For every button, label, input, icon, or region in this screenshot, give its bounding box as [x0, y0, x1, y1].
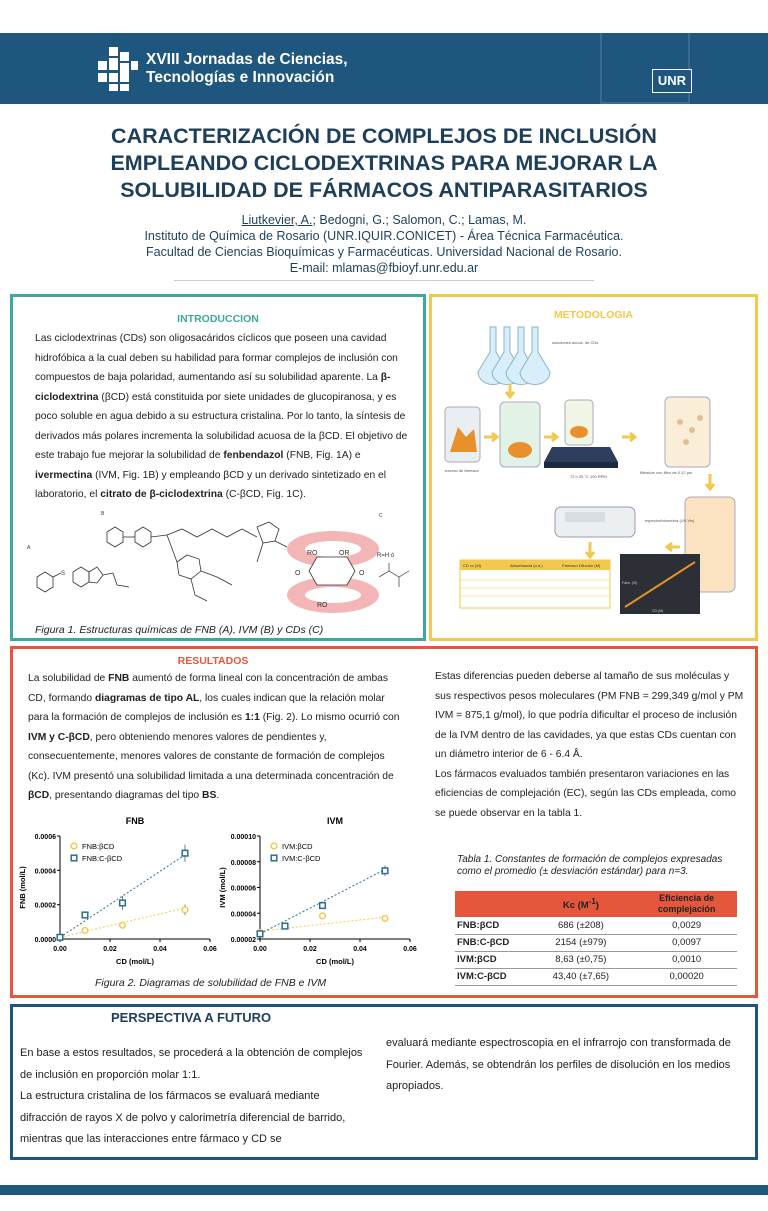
poster-title: CARACTERIZACIÓN DE COMPLEJOS DE INCLUSIÓN EMPLEANDO CICLODEXTRINAS PARA MEJORAR LA SOLUBILIDAD DE FÁRMACOS ANTIPARASITARIOS: [110, 124, 658, 202]
x-tick-label: 0.04: [153, 946, 167, 953]
ivm-solubility-chart: [215, 814, 425, 974]
svg-text:Fárm. (M): Fárm. (M): [622, 581, 638, 585]
svg-text:C: C: [379, 513, 383, 519]
data-point: [82, 928, 88, 934]
legend-label: IVM:C-βCD: [282, 854, 321, 863]
y-tick-label: 0.0004: [34, 868, 56, 876]
y-axis-label: FNB (mol/L): [18, 866, 27, 909]
y-tick-label: 0.00010: [230, 834, 256, 841]
table-1-caption: Tabla 1. Constantes de formación de complejos expresadas como el promedio (± desviación estándar) para n=3.: [457, 854, 723, 877]
perspectiva-heading: PERSPECTIVA A FUTURO: [111, 1010, 272, 1025]
svg-text:exceso de fármaco: exceso de fármaco: [445, 468, 479, 473]
data-point: [182, 907, 188, 913]
drug-jar-icon: [445, 407, 480, 462]
svg-text:B: B: [101, 511, 105, 517]
table-row: IVM:C-βCD 43,40 (±7,65) 0,00020: [455, 968, 737, 985]
y-tick-label: 0.00002: [230, 937, 256, 944]
data-point: [82, 912, 88, 918]
svg-text:soluciones acuos. de CDs: soluciones acuos. de CDs: [552, 340, 599, 345]
y-axis-label: IVM (mol/L): [218, 867, 227, 908]
svg-text:S: S: [61, 571, 66, 577]
data-point: [382, 868, 388, 874]
metodologia-heading: METODOLOGIA: [553, 309, 634, 321]
svg-text:Absorbancia (u.a.): Absorbancia (u.a.): [510, 563, 543, 568]
svg-text:72 h 25 °C 100 RPM: 72 h 25 °C 100 RPM: [570, 474, 607, 479]
introduccion-section: [10, 294, 426, 641]
svg-text:espectrofotometría (UV-Vis): espectrofotometría (UV-Vis): [645, 518, 695, 523]
event-logo-icon: [98, 47, 138, 91]
x-tick-label: 0.04: [353, 946, 367, 953]
y-tick-label: 0.00006: [230, 885, 256, 893]
svg-text:Fármaco Dilución (M): Fármaco Dilución (M): [562, 563, 601, 568]
svg-text:OR: OR: [339, 550, 350, 557]
data-point: [382, 916, 388, 922]
svg-text:R=H ó: R=H ó: [377, 553, 395, 559]
introduccion-text: Las ciclodextrinas (CDs) son oligosacáridos cíclicos que poseen una cavidad hidrofóbica a la cual deben su habilidad para formar complejos de inclusión con compuestos de baja polaridad, aumentando así su solubilidad aparente. La β-ciclodextrina (βCD) está constituida por siete unidades de glucopiranosa, y es poco soluble en agua debido a su estructura cristalina. Por lo tanto, la síntesis de derivados más polares incrementa la solubilidad acuosa de la βCD. El objetivo de este trabajo fue mejorar la solubilidad de fenbendazol (FNB, Fig. 1A) e ivermectina (IVM, Fig. 1B) y empleando βCD y un derivado sintetizado en el laboratorio, el citrato de β-ciclodextrina (C-βCD, Fig. 1C).: [35, 333, 408, 500]
data-point: [182, 850, 188, 856]
legend-marker: [271, 843, 277, 849]
footer-bar: [0, 1185, 768, 1195]
legend-marker: [71, 843, 77, 849]
fit-line: [260, 869, 385, 933]
x-tick-label: 0.00: [253, 946, 267, 953]
legend-marker: [71, 855, 77, 861]
svg-text:RO: RO: [307, 550, 318, 557]
table-1: Kc $(M^{-1})$ Eficiencia de complejación FNB:βCD 686 (±208) 0,0029 FNB:C-βCD 2154 (±979) 0,0097 IVM:βCD 8,63 (±0,75) 0,0010 IVM:C-βCD 43,40 (±7,65) 0,00020: [455, 891, 737, 986]
data-point: [57, 934, 63, 940]
authors-block: Liutkevier, A.; Bedogni, G.; Salomon, C.; Lamas, M. Instituto de Química de Rosario (UNR.IQUIR.CONICET) - Área Técnica Farmacéutica. Facultad de Ciencias Bioquímicas y Farmacéuticas. Universidad Nacional de Rosario. E-mail: mlamas@fbioyf.unr.edu.ar: [144, 213, 624, 275]
chemical-structures-figure: [17, 507, 422, 622]
x-axis-label: CD (mol/L): [116, 957, 154, 966]
chart-title: FNB: [125, 816, 145, 826]
first-author: Liutkevier, A.: [241, 213, 313, 227]
spectrophotometer-icon: [555, 507, 635, 537]
x-tick-label: 0.02: [303, 946, 317, 953]
data-point: [320, 903, 326, 909]
data-point: [257, 931, 263, 937]
y-tick-label: 0.00004: [230, 911, 256, 919]
y-tick-label: 0.0000: [34, 937, 56, 944]
x-tick-label: 0.02: [103, 946, 117, 953]
x-tick-label: 0.06: [203, 946, 217, 953]
resultados-right-text: Estas diferencias pueden deberse al tamaño de sus moléculas y sus respectivos pesos moleculares (PM FNB = 299,349 g/mol y PM IVM = 875,1 g/mol), lo que podría dificultar el proceso de inclusión de la IVM dentro de las cavidades, ya que estas CDs cuentan con un diámetro interior de 6 - 6.4 Å. Los fármacos evaluados también presentaron variaciones en las eficiencias de complejación (EC), según las CDs empleada, como se puede observar en la tabla 1.: [435, 671, 744, 819]
table-row: FNB:C-βCD 2154 (±979) 0,0097: [455, 934, 737, 951]
introduccion-heading: INTRODUCCION: [177, 313, 259, 325]
event-title: XVIII Jornadas de Ciencias, Tecnologías e Innovación: [146, 51, 348, 86]
fnb-solubility-chart: [15, 814, 225, 974]
legend-label: FNB:βCD: [82, 842, 115, 851]
y-tick-label: 0.00008: [230, 859, 256, 867]
methodology-diagram: [440, 322, 750, 637]
unr-logo: UNR: [652, 69, 692, 93]
svg-text:CD (M): CD (M): [652, 609, 664, 613]
perspectiva-left-text: En base a estos resultados, se procederá a la obtención de complejos de inclusión en proporción molar 1:1. La estructura cristalina de los fármacos se evaluará mediante difracción de rayos X de polvo y calorimetría diferencial de barrido, mientras que las interacciones entre fármaco y CD se: [20, 1047, 363, 1145]
divider: [174, 280, 594, 281]
svg-text:CD cc (M): CD cc (M): [463, 563, 481, 568]
volumetric-flasks-icon: [478, 327, 550, 385]
data-point: [320, 913, 326, 919]
y-tick-label: 0.0002: [34, 902, 56, 910]
header-banner: [0, 33, 768, 104]
y-tick-label: 0.0006: [34, 834, 56, 841]
svg-text:A: A: [27, 545, 31, 551]
svg-text:RO: RO: [317, 602, 328, 609]
resultados-heading: RESULTADOS: [177, 655, 249, 667]
data-point: [120, 900, 126, 906]
x-axis-label: CD (mol/L): [316, 957, 354, 966]
legend-label: FNB:C-βCD: [82, 854, 123, 863]
x-tick-label: 0.00: [53, 946, 67, 953]
svg-text:filtración con filtro de 0.22: filtración con filtro de 0.22 µm: [640, 470, 693, 475]
table-row: FNB:βCD 686 (±208) 0,0029: [455, 917, 737, 934]
data-point: [120, 922, 126, 928]
x-tick-label: 0.06: [403, 946, 417, 953]
perspectiva-right-text: evaluará mediante espectroscopia en el infrarrojo con transformada de Fourier. Además, se obtendrán los perfiles de disolución en los medios apropiados.: [386, 1037, 731, 1092]
metodologia-section: [429, 294, 758, 641]
figure-2-caption: Figura 2. Diagramas de solubilidad de FNB e IVM: [95, 977, 327, 989]
resultados-left-text: La solubilidad de FNB aumentó de forma lineal con la concentración de ambas CD, formando diagramas de tipo AL, los cuales indican que la relación molar para la formación de complejos de inclusión es 1:1 (Fig. 2). Lo mismo ocurrió con IVM y C-βCD, pero obteniendo menores valores de pendientes y, consecuentemente, menores valores de constante de formación de complejos (Kc). IVM presentó una solubilidad limitada a una determinada concentración de βCD, presentando diagramas del tipo BS.: [28, 673, 400, 801]
chart-title: IVM: [326, 816, 344, 826]
figure-1-caption: Figura 1. Estructuras químicas de FNB (A), IVM (B) y CDs (C): [35, 624, 324, 636]
svg-text:O: O: [295, 570, 301, 577]
resultados-section: [10, 646, 758, 998]
legend-marker: [271, 855, 277, 861]
perspectiva-section: [10, 1004, 758, 1160]
svg-text:O: O: [359, 570, 365, 577]
legend-label: IVM:βCD: [282, 842, 313, 851]
data-point: [282, 923, 288, 929]
table-row: IVM:βCD 8,63 (±0,75) 0,0010: [455, 951, 737, 968]
